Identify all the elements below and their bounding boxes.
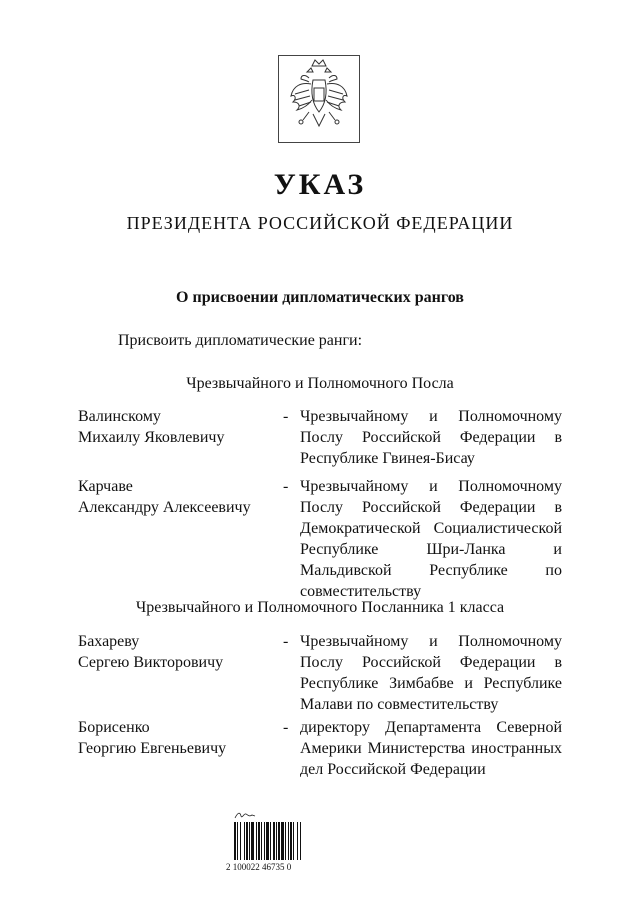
document-subtitle: ПРЕЗИДЕНТА РОССИЙСКОЙ ФЕДЕРАЦИИ: [126, 213, 514, 233]
separator-dash: -: [283, 478, 289, 495]
separator-dash: -: [283, 408, 289, 425]
barcode-bars-icon: [234, 822, 318, 860]
appointee-position: Чрезвычайному и Полномочному Послу Российской Федерации в Республике Гвинея-Бисау: [300, 408, 562, 467]
signature-mark-icon: [234, 810, 256, 820]
list-item: [78, 717, 568, 781]
rank-heading-ambassador: Чрезвычайного и Полномочного Посла: [186, 375, 454, 392]
rank-heading-envoy: Чрезвычайного и Полномочного Посланника 1 класса: [135, 599, 505, 616]
barcode-number: 2 100022 46735 0: [226, 862, 292, 872]
state-emblem: [278, 55, 360, 143]
appointee-name: Бахареву Сергею Викторовичу: [78, 633, 224, 671]
decree-intro: Присвоить дипломатические ранги:: [118, 332, 363, 349]
document-title: УКАЗ: [273, 168, 367, 201]
appointee-position: Чрезвычайному и Полномочному Послу Российской Федерации в Демократической Социалистической Республике Шри-Ланка и Мальдивской Республике по совместительству: [300, 478, 562, 600]
appointee-name: Валинскому Михаилу Яковлевичу: [78, 408, 225, 446]
list-item: [78, 631, 568, 715]
double-headed-eagle-icon: [279, 56, 359, 142]
appointee-name: Борисенко Георгию Евгеньевичу: [78, 719, 227, 757]
separator-dash: -: [283, 633, 289, 650]
barcode: [226, 810, 326, 880]
decree-subject: О присвоении дипломатических рангов: [176, 289, 464, 306]
appointee-name: Карчаве Александру Алексеевичу: [78, 478, 251, 516]
appointee-position: Чрезвычайному и Полномочному Послу Российской Федерации в Республике Зимбабве и Республике Малави по совместительству: [300, 633, 562, 713]
list-item: [78, 406, 568, 470]
list-item: [78, 476, 568, 602]
separator-dash: -: [283, 719, 289, 736]
registration-mark: [234, 810, 256, 822]
appointee-position: директору Департамента Северной Америки Министерства иностранных дел Российской Федерации: [300, 719, 562, 778]
